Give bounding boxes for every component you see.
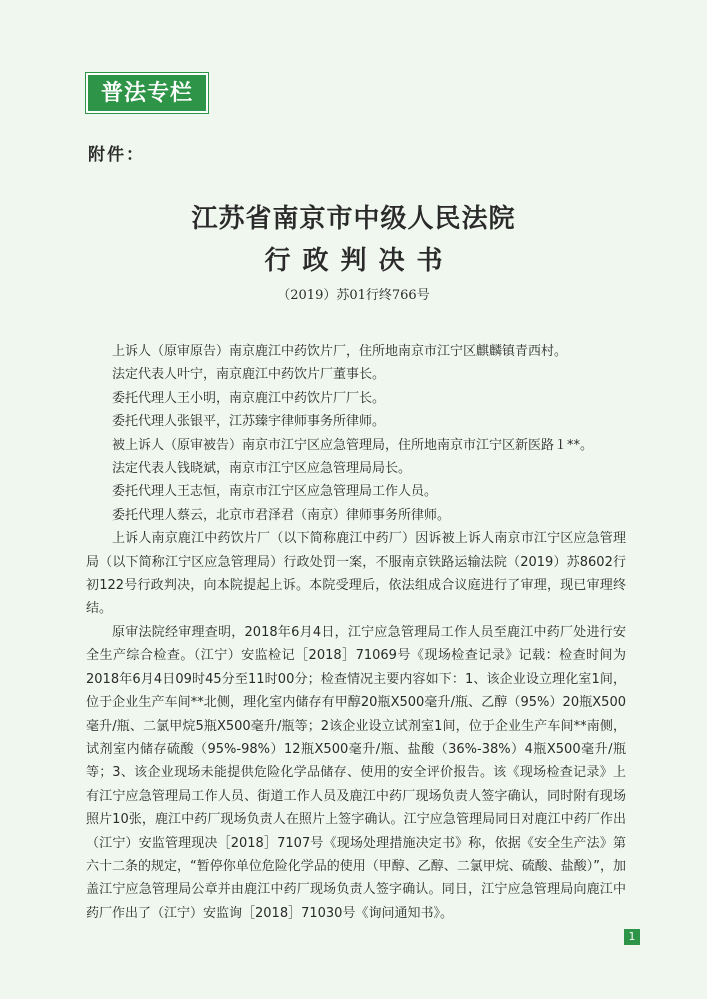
paragraph-appellant-legal-rep: 法定代表人叶宁，南京鹿江中药饮片厂董事长。 [112, 367, 386, 383]
paragraph-facts-found: 原审法院经审理查明，2018年6月4日，江宁应急管理局工作人员至鹿江中药厂处进行安全生产综合检查。（江宁）安监检记［2018］71069号《现场检查记录》记载：检查时间为2018年6月4日09时45分至11时00分；检查情况主要内容如下：1、该企业设立理化室1间，位于企业生产车间**北侧，理化室内储存有甲醇20瓶X500毫升/瓶、乙醇（95%）20瓶X500毫升/瓶、二氯甲烷5瓶X500毫升/瓶等；2该企业设立试剂室1间，位于企业生产车间**南侧，试剂室内储存硫酸（95%-98%）12瓶X500毫升/瓶、盐酸（36%-38%）4瓶X500毫升/瓶等；3、该企业现场未能提供危险化学品储存、使用的安全评价报告。该《现场检查记录》上有江宁应急管理局工作人员、街道工作人员及鹿江中药厂现场负责人签字确认，同时附有现场照片10张，鹿江中药厂现场负责人在照片上签字确认。江宁应急管理局同日对鹿江中药厂作出（江宁）安监管理现决［2018］7107号《现场处理措施决定书》称，依据《安全生产法》第六十二条的规定，“暂停你单位危险化学品的使用（甲醇、乙醇、二氯甲烷、硫酸、盐酸）”，加盖江宁应急管理局公章并由鹿江中药厂现场负责人签字确认。同日，江宁应急管理局向鹿江中药厂作出了（江宁）安监询［2018］71030号《询问通知书》。 [86, 624, 626, 921]
paragraph-appellee-agent-1: 委托代理人王志恒，南京市江宁区应急管理局工作人员。 [112, 484, 438, 500]
court-title: 江苏省南京市中级人民法院 [191, 204, 516, 234]
paragraph-appellee-agent-2: 委托代理人蔡云，北京市君泽君（南京）律师事务所律师。 [112, 507, 451, 523]
column-label: 普法专栏 [86, 73, 208, 113]
paragraph-appellee-legal-rep: 法定代表人钱晓斌，南京市江宁区应急管理局局长。 [112, 461, 412, 477]
paragraph-appellant-agent-2: 委托代理人张银平，江苏臻宇律师事务所律师。 [112, 414, 386, 430]
judgment-body [86, 340, 626, 925]
paragraph-appellant-agent-1: 委托代理人王小明，南京鹿江中药饮片厂厂长。 [112, 390, 386, 406]
document-type-title: 行政判决书 [264, 246, 455, 276]
attachment-label: 附件： [88, 145, 145, 165]
paragraph-appellee: 被上诉人（原审被告）南京市江宁区应急管理局，住所地南京市江宁区新医路１**。 [112, 437, 594, 453]
paragraph-case-summary: 上诉人南京鹿江中药饮片厂（以下简称鹿江中药厂）因诉被上诉人南京市江宁区应急管理局（以下简称江宁区应急管理局）行政处罚一案，不服南京铁路运输法院（2019）苏8602行初122号行政判决，向本院提起上诉。本院受理后，依法组成合议庭进行了审理，现已审理终结。 [86, 531, 626, 617]
case-number: （2019）苏01行终766号 [277, 288, 430, 303]
paragraph-appellant: 上诉人（原审原告）南京鹿江中药饮片厂，住所地南京市江宁区麒麟镇青西村。 [112, 344, 568, 359]
page-number-badge: 1 [624, 929, 640, 945]
